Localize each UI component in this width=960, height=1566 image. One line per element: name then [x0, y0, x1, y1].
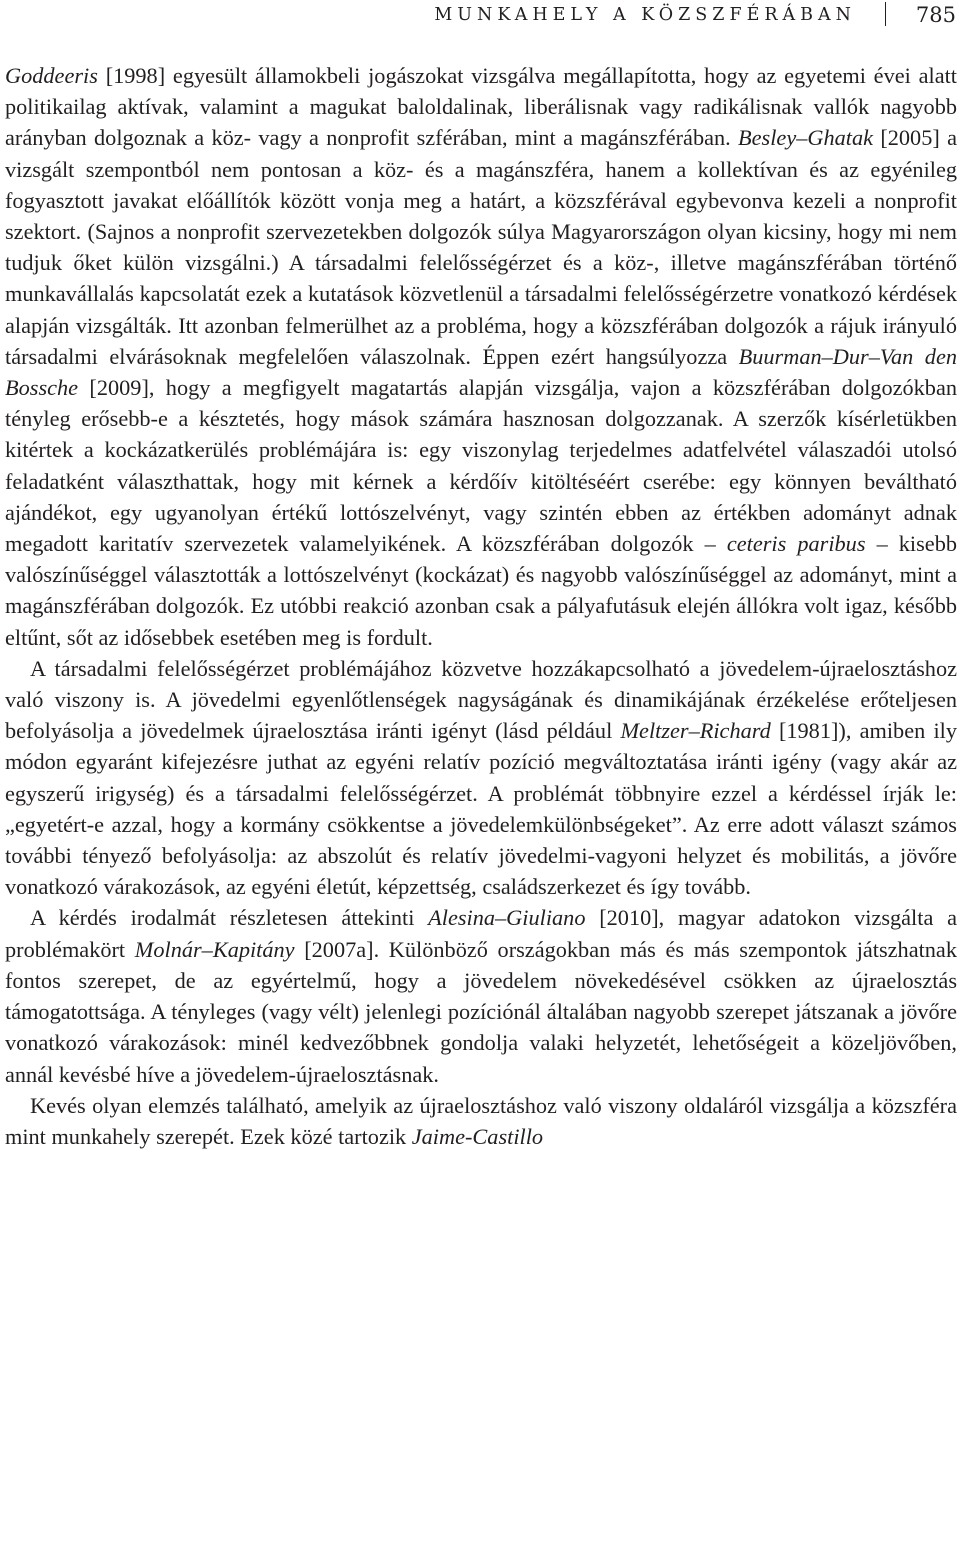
paragraph-2 — [5, 653, 957, 903]
italic-reference: Meltzer–Richard — [620, 718, 771, 744]
italic-reference: ceteris paribus — [726, 531, 866, 557]
text-run: – kisebb valószínűséggel választották a lottószelvényt (kockázat) és nagyobb valószínűséggel az adományt, mint a magánszférában dolgozók. Ez utóbbi reakció azonban csak a pályafutásuk elején állókra volt igaz, később eltűnt, sőt az idősebbek esetében meg is fordult. — [5, 531, 957, 650]
text-run: [1998] egyesült államokbeli jogászokat vizsgálva megállapította, hogy az egyetemi évei alatt politikailag aktívak, valamint a magukat baloldalinak, liberálisnak vagy radikálisnak vallók nagyobb arányban dolgoznak a köz- vagy a nonprofit szférában, mint a magánszférában. — [5, 63, 957, 151]
paragraph-1 — [5, 60, 957, 653]
text-run: [2009], hogy a megfigyelt magatartás alapján vizsgálja, vajon a közszférában dolgozókban tényleg erősebb-e a késztetés, hogy mások számára hasznosan dolgozzanak. A szerzők kísérletükben kitértek a kockázatkerülés problémájára is: egy viszonylag terjedelmes adatfelvétel válaszadói utolsó feladatként választhattak, hogy mit kérnek a kérdőív kitöltéséért cserébe: egy könnyen beváltható ajándékot, egy ugyanolyan értékű lottószelvényt, vagy szintén ebben az értékben adományt adnak megadott karitatív szervezetek valamelyikének. A közszférában dolgozók – — [5, 375, 957, 557]
page-number: 785 — [915, 3, 956, 27]
paragraph-3 — [5, 902, 957, 1089]
italic-reference: Jaime-Castillo — [411, 1123, 544, 1149]
italic-reference: Molnár–Kapitány — [134, 936, 295, 962]
text-run: Kevés olyan elemzés található, amelyik az újraelosztáshoz való viszony oldaláról vizsgálja a közszféra mint munkahely szerepét. Ezek közé tartozik — [5, 1092, 957, 1149]
article-body — [5, 60, 957, 1152]
page-header — [0, 0, 960, 34]
running-title: MUNKAHELY A KÖZSZFÉRÁBAN — [434, 5, 856, 25]
text-run: [2007a]. Különböző országokban más és más szempontok játszhatnak fontos szerepet, de az egyértelmű, hogy a jövedelem növekedésével csökken az újraelosztás támogatottsága. A tényleges (vagy vélt) jelenlegi pozíciónál általában nagyobb szerepet játszanak a jövőre vonatkozó várakozások: minél kedvezőbbnek gondolja valaki helyzetét, lehetőségeit a közeljövőben, annál kevésbé híve a jövedelem-újraelosztásnak. — [5, 936, 957, 1087]
italic-reference: Goddeeris — [5, 63, 98, 88]
text-run: [2005] a vizsgált szempontból nem pontosan a köz- és a magánszféra, hanem a kollektívan és az egyénileg fogyasztott javakat előállítók között vonja meg a határt, a közszférával egybevonva kezeli a nonprofit szektort. (Sajnos a nonprofit szervezetekben dolgozók súlya Magyarországon olyan kicsiny, hogy mi nem tudjuk őket külön vizsgálni.) A társadalmi felelősségérzet és a köz-, illetve magánszférában történő munkavállalás kapcsolatát ezek a kutatások közvetlenül a társadalmi felelősségérzetre vonatkozó kérdések alapján vizsgálták. Itt azonban felmerülhet az a probléma, hogy a közszférában dolgozók a rájuk irányuló társadalmi elvárásoknak megfelelően válaszolnak. Éppen ezért hangsúlyozza — [5, 125, 957, 369]
text-run: A társadalmi felelősségérzet problémájához közvetve hozzákapcsolható a jövedelem-újraelosztáshoz való viszony is. A jövedelmi egyenlőtlenségek nagyságának és dinamikájának érzékelése erőteljesen befolyásolja a jövedelmek újraelosztása iránti igényt (lásd például — [5, 655, 957, 744]
paragraph-4 — [5, 1090, 957, 1152]
text-run: [2010], magyar adatokon vizsgálta a problémakört — [5, 905, 957, 962]
text-run: A kérdés irodalmát részletesen áttekinti — [30, 905, 429, 931]
italic-reference: Alesina–Giuliano — [428, 905, 586, 931]
header-divider — [885, 2, 886, 26]
text-run: [1981]), amiben ily módon egyaránt kifejezésre juthat az egyéni relatív pozíció megváltoztatása iránti igény (vagy akár az egyszerű irigység) és a társadalmi felelősségérzet. A problémát többnyire ezzel a kérdéssel írják le: „egyetért-e azzal, hogy a kormány csökkentse a jövedelemkülönbségeket”. Az erre adott választ számos további tényező befolyásolja: az abszolút és relatív jövedelmi-vagyoni helyzet és mobilitás, a jövőre vonatkozó várakozások, az egyéni életút, képzettség, családszerkezet és így tovább. — [5, 718, 957, 900]
italic-reference: Buurman–Dur–Van den Bossche — [5, 343, 957, 401]
italic-reference: Besley–Ghatak — [738, 125, 873, 151]
